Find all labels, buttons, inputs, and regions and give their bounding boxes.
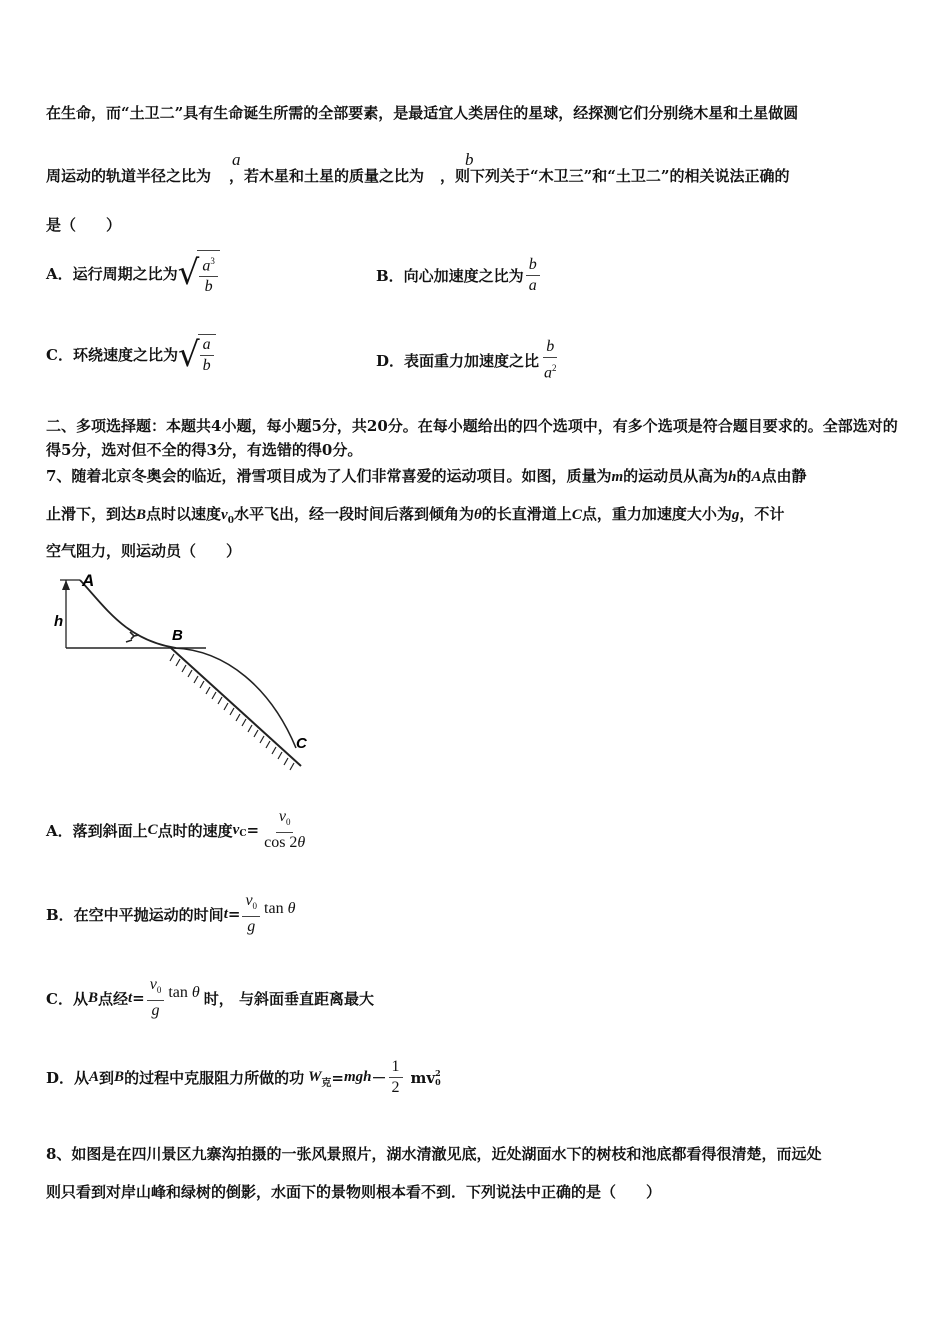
label-h: h [54, 613, 64, 630]
q7-text-line1: 7、随着北京冬奥会的临近，滑雪项目成为了人们非常喜爱的运动项目。如图，质量为m的运动员从高为h的A点由静 [46, 467, 807, 485]
fraction: $\frac{v_0}{g}$ [147, 976, 165, 1020]
label-b: B [172, 627, 183, 644]
q8-text-line1: 8、如图是在四川景区九寨沟拍摄的一张风景照片，湖水清澈见底，近处湖面水下的树枝和池底都看得很清楚，而远处 [46, 1145, 822, 1163]
q7-option-b[interactable]: B．在空中平抛运动的时间 t = $\frac{v_0}{g}$ tan θ [46, 892, 296, 936]
q7-option-c[interactable]: C．从 B 点经 t = $\frac{v_0}{g}$ tan θ 时， 与斜面垂直距离最大 [46, 976, 374, 1020]
q6-text-line1: 在生命，而“土卫二”具有生命诞生所需的全部要素，是最适宜人类居住的星球，经探测它们分别绕木星和土星做圆 [46, 104, 799, 122]
q8-text-line2: 则只看到对岸山峰和绿树的倒影，水面下的景物则根本看不到．下列说法中正确的是（ ） [46, 1183, 662, 1201]
sqrt-sign: √ $\frac{a^3}{b}$ [178, 250, 220, 296]
section-2-heading: 二、多项选择题：本题共4小题，每小题5分，共20分。在每小题给出的四个选项中，有多个选项是符合题目要求的。全部选对的得5分，选对但不全的得3分，有选错的得0分。 [46, 417, 898, 459]
q6-option-b[interactable]: B．向心加速度之比为 $\frac{b}{a}$ [376, 256, 542, 295]
q7-text-line3: 空气阻力，则运动员（ ） [46, 542, 242, 560]
q6-text-line2: 周运动的轨道半径之比为 ，若木星和土星的质量之比为 ，则下列关于“木卫三”和“土卫二”的相关说法正确的 [46, 167, 790, 185]
q7-option-a[interactable]: A．落到斜面上 C 点时的速度 v $_C$ = $\frac{v_0}{\cos 2\theta}$ [46, 808, 310, 852]
incline-surface [171, 648, 301, 766]
q6-option-c[interactable]: C．环绕速度之比为 √ $\frac{a}{b}$ [46, 334, 216, 375]
q6-option-d[interactable]: D．表面重力加速度之比 $\frac{b}{a^2}$ [376, 338, 562, 382]
fraction: $\frac{v_0}{\cos 2\theta}$ [264, 808, 306, 852]
ski-slope-figure [46, 568, 316, 778]
q6-var-b: b [465, 150, 474, 169]
q6-option-a[interactable]: A．运行周期之比为 √ $\frac{a^3}{b}$ [46, 250, 220, 296]
height-arrow-top [62, 580, 70, 590]
q7-text-line2: 止滑下，到达B点时以速度$v_0$水平飞出，经一段时间后落到倾角为θ的长直滑道上C点，重力加速度大小为g，不计 [46, 505, 785, 526]
projectile-trajectory [174, 648, 296, 748]
fraction: $\frac{b}{a}$ [526, 256, 540, 295]
fraction: $\frac{1}{2}$ [389, 1058, 403, 1097]
fraction: $\frac{b}{a^2}$ [544, 338, 557, 382]
q7-option-d[interactable]: D．从 A 到 B 的过程中克服阻力所做的功 W $_克$ = mgh － $\frac{1}{2}$ mv 2 0 [46, 1058, 441, 1096]
q6-text-line3: 是（ ） [46, 216, 122, 234]
sqrt-sign: √ $\frac{a}{b}$ [178, 334, 216, 375]
curved-track [80, 580, 176, 648]
q6-var-a: a [232, 150, 241, 169]
label-c: C [296, 735, 307, 752]
fraction: $\frac{v_0}{g}$ [242, 892, 260, 936]
label-a: A [82, 571, 95, 590]
incline-hatching [170, 654, 294, 770]
